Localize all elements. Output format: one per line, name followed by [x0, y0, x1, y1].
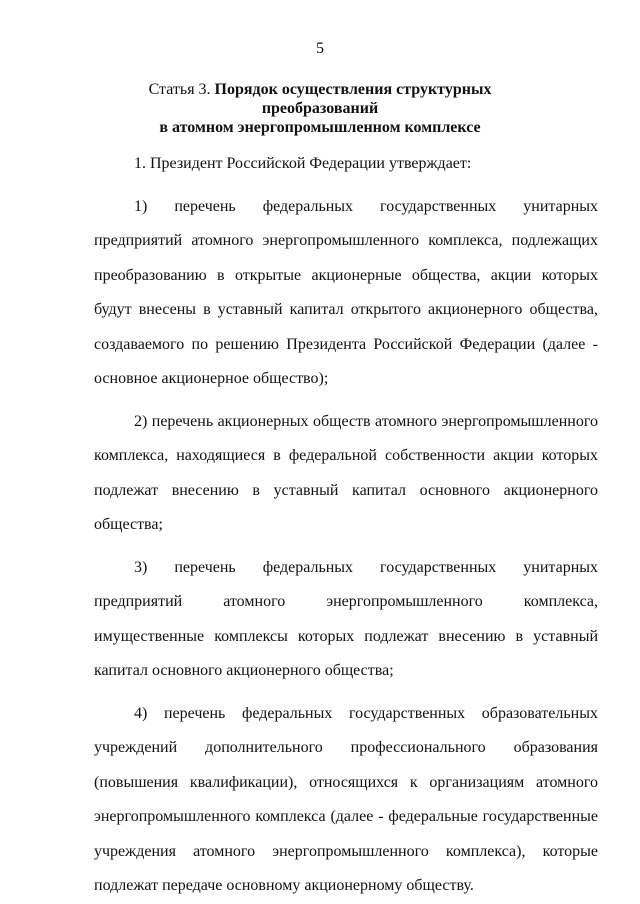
article-body — [94, 147, 598, 904]
heading-line-1 — [90, 80, 550, 118]
paragraph-item-3: 3) перечень федеральных государственных унитарных предприятий атомного энергопромышленного комплекса, имущественные комплексы которых подлежат внесению в уставный капитал основного акционерного общества; — [94, 558, 598, 679]
article-title-line-1: Порядок осуществления структурных преобразований — [214, 81, 492, 117]
page-number: 5 — [316, 40, 324, 57]
paragraph-intro: 1. Президент Российской Федерации утверждает: — [134, 155, 472, 172]
article-label: Статья 3. — [148, 81, 211, 98]
paragraph-item-2: 2) перечень акционерных обществ атомного энергопромышленного комплекса, находящиеся в федеральной собственности акции которых подлежат внесению в уставный капитал основного акционерного общества; — [94, 412, 598, 533]
article-heading — [90, 80, 550, 137]
paragraph-item-1: 1) перечень федеральных государственных унитарных предприятий атомного энергопромышленного комплекса, подлежащих преобразованию в открытые акционерные общества, акции которых будут внесены в уставный капитал открытого акционерного общества, создаваемого по решению Президента Российской Федерации (далее - основное акционерное общество); — [94, 197, 598, 387]
article-title-line-2: в атомном энергопромышленном комплексе — [159, 119, 481, 136]
paragraph-item-4: 4) перечень федеральных государственных образовательных учреждений дополнительного профессионального образования (повышения квалификации), относящихся к организациям атомного энергопромышленного комплекса (далее - федеральные государственные учреждения атомного энергопромышленного комплекса), которые подлежат передаче основному акционерному обществу. — [94, 704, 598, 894]
